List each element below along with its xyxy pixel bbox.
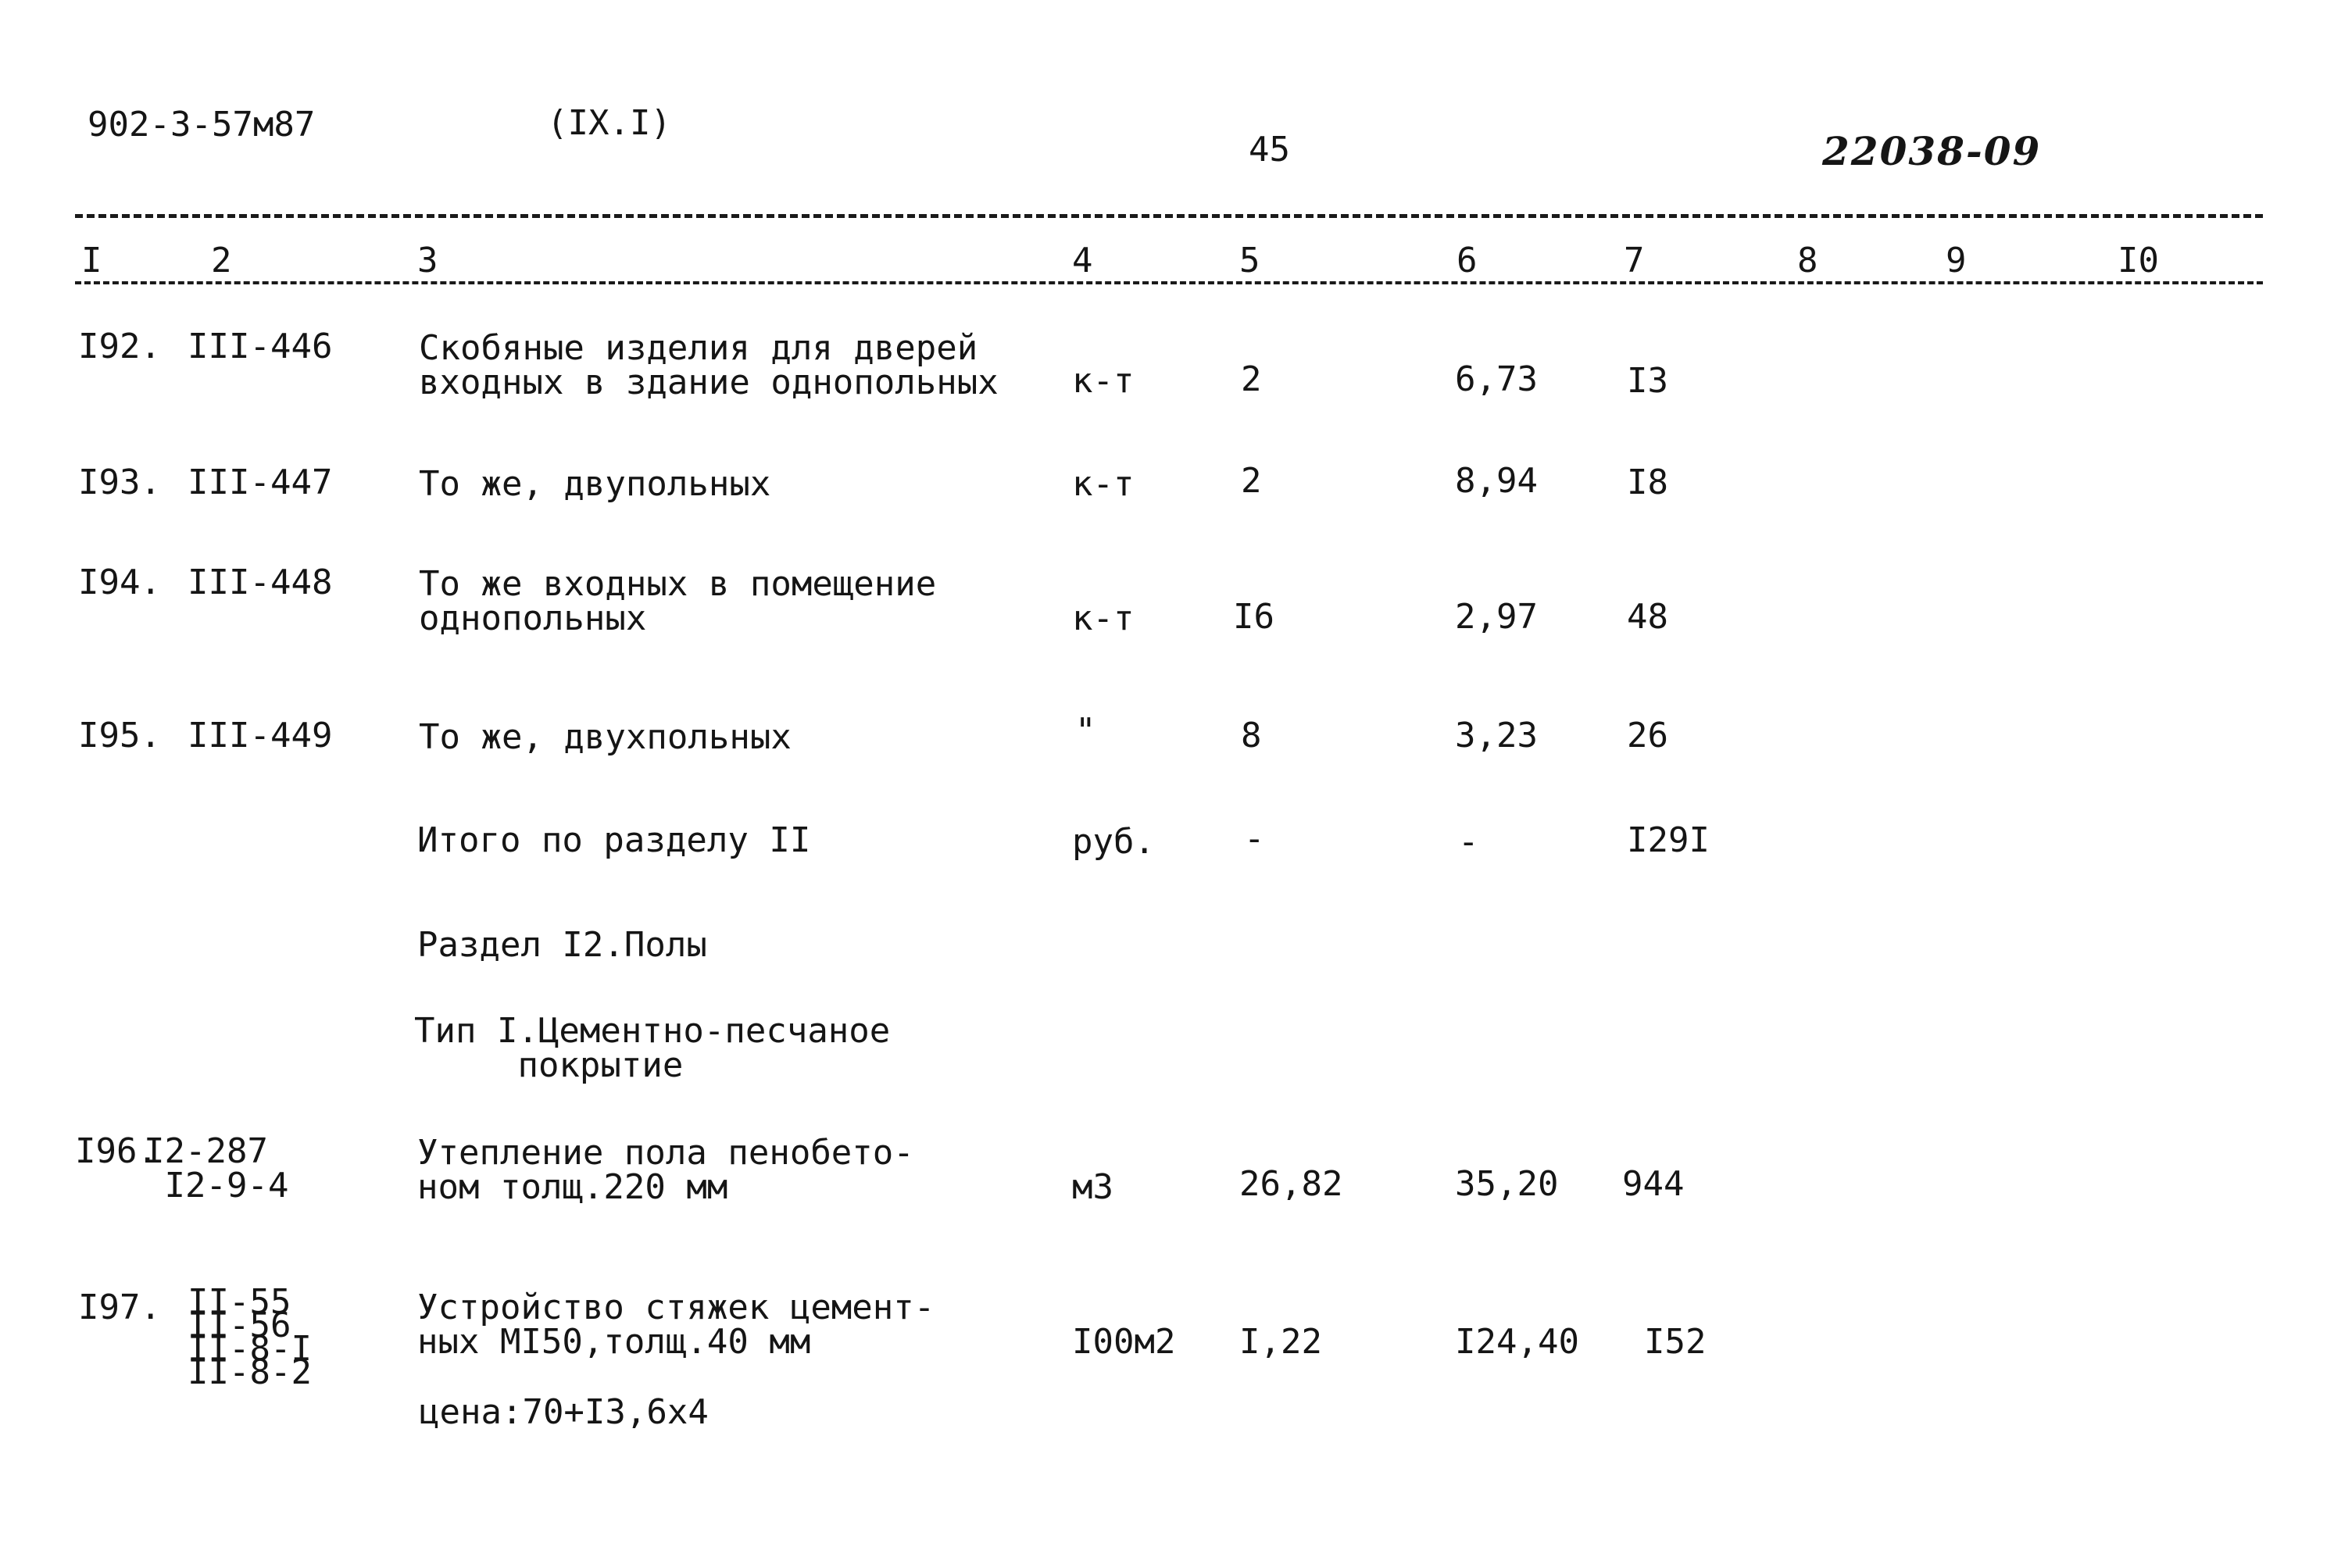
column-number: I <box>81 241 102 280</box>
row-description: То же, двухпольных <box>419 717 792 757</box>
header-underline <box>75 281 2263 284</box>
norm-code: III-447 <box>188 463 333 502</box>
unit: к-т <box>1072 464 1135 504</box>
unit-price: 6,73 <box>1455 359 1538 399</box>
row-number: I94. <box>78 563 161 602</box>
unit-price: 35,20 <box>1455 1164 1559 1204</box>
handwritten-archive-number: 22038-09 <box>1822 128 2042 174</box>
quantity: 26,82 <box>1239 1164 1343 1204</box>
norm-code: I2-287 I2-9-4 <box>144 1131 289 1205</box>
unit-price: I24,40 <box>1455 1322 1579 1362</box>
column-number: 2 <box>211 241 232 280</box>
unit-price: 8,94 <box>1455 461 1538 501</box>
norm-code: III-449 <box>188 716 333 755</box>
total: 26 <box>1627 716 1668 755</box>
column-number: 8 <box>1797 241 1818 280</box>
column-number: 5 <box>1239 241 1260 280</box>
document-code: 902-3-57м87 <box>88 105 316 145</box>
subtotal-label: Итого по разделу II <box>417 820 811 860</box>
column-number: I0 <box>2118 241 2159 280</box>
row-number: I92. <box>78 327 161 366</box>
row-description: Устройство стяжек цемент- ных МI50,толщ.40 мм <box>417 1288 935 1362</box>
row-description: То же, двупольных <box>419 464 771 504</box>
row-description: То же входных в помещение однопольных <box>419 564 937 638</box>
total: I8 <box>1627 463 1668 502</box>
column-number: 7 <box>1624 241 1645 280</box>
unit-ditto-mark: " <box>1075 711 1096 751</box>
unit: к-т <box>1072 598 1135 638</box>
norm-code: III-446 <box>188 327 333 366</box>
unit: руб. <box>1072 822 1155 862</box>
column-number: 4 <box>1072 241 1093 280</box>
total: I29I <box>1627 820 1710 860</box>
norm-code: II-55 II-56 II-8-I II-8-2 <box>188 1282 312 1392</box>
row-number: I97. <box>78 1288 161 1327</box>
unit: I00м2 <box>1072 1322 1176 1362</box>
unit-price: 3,23 <box>1455 716 1538 755</box>
total: 944 <box>1622 1164 1685 1204</box>
unit: к-т <box>1072 361 1135 401</box>
quantity: I6 <box>1233 597 1274 637</box>
type-heading: Тип I.Цементно-песчаное покрытие <box>414 1011 891 1085</box>
quantity: - <box>1244 819 1265 859</box>
norm-code: III-448 <box>188 563 333 602</box>
unit-price: - <box>1458 822 1479 862</box>
row-number: I96. <box>75 1131 158 1171</box>
total: I3 <box>1627 361 1668 401</box>
quantity: 8 <box>1241 716 1262 755</box>
section-heading: Раздел I2.Полы <box>417 925 707 965</box>
row-description: Утепление пола пенобето- ном толщ.220 мм <box>417 1133 914 1207</box>
top-separator <box>75 214 2263 218</box>
row-description: Скобяные изделия для дверей входных в здание однопольных <box>419 328 999 402</box>
row-number: I93. <box>78 463 161 502</box>
quantity: 2 <box>1241 461 1262 501</box>
column-number: 9 <box>1946 241 1967 280</box>
column-number: 6 <box>1457 241 1478 280</box>
unit: м3 <box>1072 1167 1113 1207</box>
row-number: I95. <box>78 716 161 755</box>
page-number: 45 <box>1249 130 1290 170</box>
unit-price: 2,97 <box>1455 597 1538 637</box>
quantity: 2 <box>1241 359 1262 399</box>
total: 48 <box>1627 597 1668 637</box>
column-number: 3 <box>417 241 438 280</box>
total: I52 <box>1644 1322 1707 1362</box>
section-number: (IX.I) <box>547 103 671 143</box>
price-calculation-note: цена:70+I3,6х4 <box>419 1392 709 1432</box>
quantity: I,22 <box>1239 1322 1322 1362</box>
